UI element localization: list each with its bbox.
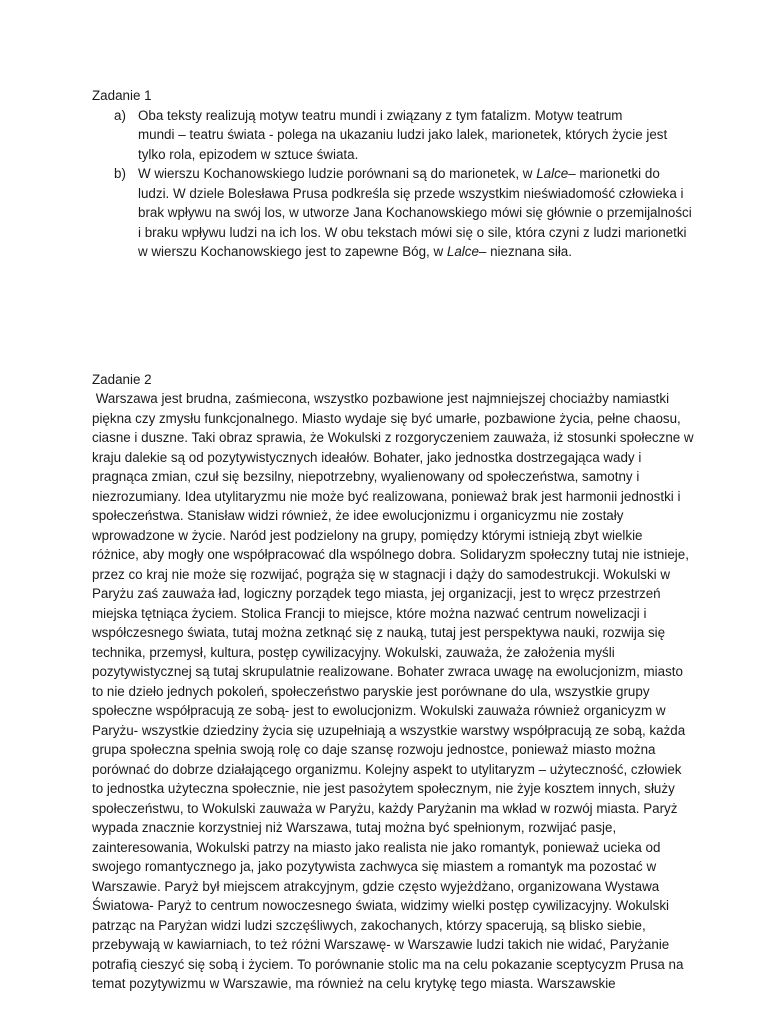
essay-line: temat pozytywizmu w Warszawie, ma również na celu krytykę tego miasta. Warszawskie <box>92 976 616 991</box>
essay-line: miejska tętniąca życiem. Stolica Francji to miejsce, które można nazwać centrum nowelizacji i <box>92 605 647 621</box>
essay-line: Paryżu- wszystkie dziedziny życia się uzupełniają a wszystkie warstwy współpracują ze sobą, każda <box>92 722 686 738</box>
essay-line: społeczne współpracują ze sobą- jest to ewolucjonizm. Wokulski zauważa również organicyzm w <box>92 703 666 718</box>
answer-item-b <box>92 164 692 262</box>
answer-b-text: w wierszu Kochanowskiego jest to zapewne Bóg, w <box>138 244 447 259</box>
essay-line: potrafią cieszyć się sobą i życiem. To porównanie stolic ma na celu pokazanie sceptycyzm Prusa na <box>92 956 684 972</box>
essay-line: wprowadzone w życie. Naród jest podzielony na grupy, pomiędzy którymi istnieją zbyt wielkie <box>92 527 643 543</box>
essay-line: technika, przemysł, kultura, postęp cywilizacyjny. Wokulski, zauważa, że założenia myśli <box>92 644 615 660</box>
essay-line: zainteresowania, Wokulski patrzy na miasto jako realista nie jako romantyk, ponieważ ucieka od <box>92 839 661 855</box>
essay-line: różnice, aby mogły one współpracować dla wspólnego dobra. Solidaryzm społeczny tutaj nie istnieje, <box>92 547 689 562</box>
essay-line: porównać do dobrze działającego organizmu. Kolejny aspekt to utylitaryzm – użyteczność, człowiek <box>92 761 682 777</box>
answer-b-line: brak wpływu na swój los, w utworze Jana Kochanowskiego mówi się głównie o przemijalności <box>138 205 692 220</box>
book-title-lalka: Lalce <box>536 166 569 181</box>
essay-line: przebywają w kawiarniach, to też różni Warszawę- w Warszawie ludzi takich nie widać, Paryżanie <box>92 937 670 952</box>
essay-line: ciasne i duszne. Taki obraz sprawia, że Wokulski z rozgoryczeniem zauważa, iż stosunki społeczne w <box>92 430 694 445</box>
essay-line: Warszawa jest brudna, zaśmiecona, wszystko pozbawione jest najmniejszej chociażby namiastki <box>92 391 670 406</box>
essay-line: to jednostka użyteczna społecznie, nie jest pasożytem społecznym, nie żyje kosztem innych, służy <box>92 781 675 796</box>
answer-b-line <box>138 164 692 184</box>
answer-a-line: Oba teksty realizują motyw teatru mundi i związany z tym fatalizm. Motyw teatrum <box>138 107 623 123</box>
essay-line: pozytywistycznej są tutaj skrupulatnie realizowane. Bohater zwraca uwagę na ewolucjonizm, miasto <box>92 664 683 679</box>
essay-line: grupa społeczna spełnia swoją rolę co daje szansę rozwoju jednostce, ponieważ miasto można <box>92 742 656 757</box>
essay-line: Paryżu zaś zauważa ład, logiczny porządek tego miasta, jej organizacji, jest to wręcz przestrzeń <box>92 586 661 601</box>
answer-item-a <box>92 106 692 165</box>
essay-line: niezrozumiany. Idea utylitaryzmu nie może być realizowana, ponieważ brak jest harmonii jednostki i <box>92 488 681 504</box>
answer-b-text: – nieznana siła. <box>478 244 572 259</box>
answer-b-line: ludzi. W dziele Bolesława Prusa podkreśla się przede wszystkim nieświadomość człowieka i <box>138 185 684 201</box>
essay-line: Warszawie. Paryż był miejscem atrakcyjnym, gdzie często wyjeżdżano, organizowana Wystawa <box>92 878 660 894</box>
essay-line: Światowa- Paryż to centrum nowoczesnego świata, widzimy wielki postęp cywilizacyjny. Wokulski <box>92 898 669 913</box>
essay-line: to nie dzieło jednych pokoleń, społeczeństwo paryskie jest porównane do ula, wszystkie grupy <box>92 683 650 699</box>
essay-line: pragnąca zmian, czuł się bezsilny, niepotrzebny, wyalienowany od społeczeństwa, samotny i <box>92 469 640 484</box>
section-gap <box>92 262 692 370</box>
task-2-heading: Zadanie 2 <box>92 371 152 387</box>
essay-line: patrząc na Paryżan widzi ludzi szczęśliwych, zakochanych, którzy spacerują, są blisko siebie, <box>92 917 646 933</box>
essay-line: przez co kraj nie może się rozwijać, pogrąża się w stagnacji i dąży do samodestrukcji. Wokulski w <box>92 566 671 582</box>
answer-a-line: mundi – teatru świata - polega na ukazaniu ludzi jako lalek, marionetek, których życie jest <box>138 127 668 142</box>
essay-line: współczesnego świata, tutaj można zetknąć się z nauką, tutaj jest perspektywa nauki, rozwija się <box>92 625 666 640</box>
answer-a-line: tylko rola, epizodem w sztuce świata. <box>138 146 359 162</box>
task-2-essay-paragraph <box>92 389 692 994</box>
answer-b-text: – marionetki do <box>568 166 660 181</box>
list-marker-a: a) <box>114 107 126 123</box>
document-page <box>92 86 692 994</box>
answer-b-line <box>138 242 692 262</box>
answer-b-line: i braku wpływu ludzi na ich los. W obu tekstach mówi się o sile, która czyni z ludzi marionetki <box>138 224 687 240</box>
essay-line: wypada znacznie korzystniej niż Warszawa, tutaj można być spełnionym, rozwijać pasje, <box>92 820 617 835</box>
essay-line: swojego romantycznego ja, jako pozytywista zachwyca się miastem a romantyk ma pozostać w <box>92 859 657 874</box>
essay-line: piękna czy zmysłu funkcjonalnego. Miasto wydaje się być umarłe, pozbawione życia, pełne chaosu, <box>92 410 681 426</box>
book-title-lalka: Lalce <box>446 244 479 259</box>
essay-line: społeczeństwa. Stanisław widzi również, że idee ewolucjonizmu i organicyzmu nie zostały <box>92 508 624 523</box>
task-1-heading: Zadanie 1 <box>92 88 152 103</box>
essay-line: społeczeństwu, to Wokulski zauważa w Paryżu, każdy Paryżanin ma wkład w rozwój miasta. Paryż <box>92 800 678 816</box>
answer-b-text: W wierszu Kochanowskiego ludzie porównani są do marionetek, w <box>138 166 537 181</box>
essay-line: kraju dalekie są od pozytywistycznych ideałów. Bohater, jako jednostka dostrzegająca wady i <box>92 449 642 465</box>
task-1-answer-list <box>92 106 692 262</box>
list-marker-b: b) <box>114 166 126 181</box>
